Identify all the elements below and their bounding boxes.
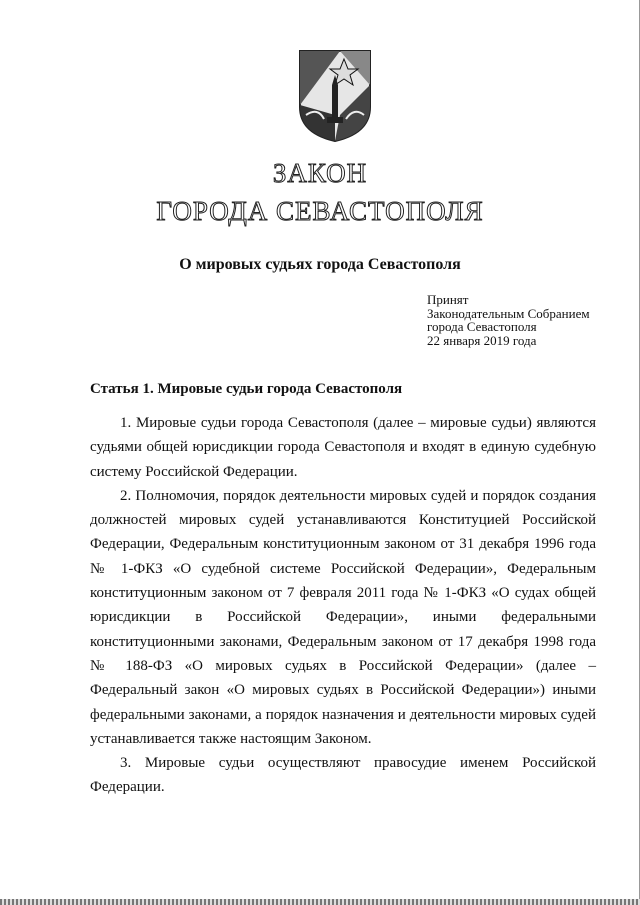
- adoption-line: города Севастополя: [427, 319, 537, 334]
- article-title: Статья 1. Мировые судьи города Севастополя: [90, 381, 403, 397]
- scan-bottom-edge: [0, 899, 640, 905]
- paragraph-3: 3. Мировые судьи осуществляют правосудие именем Российской Федерации.: [90, 755, 596, 796]
- adoption-line: Принят: [427, 292, 469, 307]
- city-title: ГОРОДА СЕВАСТОПОЛЯ: [156, 196, 484, 226]
- paragraph-1: 1. Мировые судьи города Севастополя (далее – мировые судьи) являются судьями общей юрисдикции города Севастополя и входят в единую судебную систему Российской Федерации.: [90, 415, 596, 480]
- law-subtitle: О мировых судьях города Севастополя: [179, 256, 461, 273]
- law-title: ЗАКОН: [272, 158, 368, 188]
- sevastopol-coat-of-arms-icon: [296, 45, 374, 143]
- article-body: [90, 411, 596, 800]
- adoption-note: [427, 293, 627, 347]
- paragraph-2: 2. Полномочия, порядок деятельности мировых судей и порядок создания должностей мировых судей устанавливаются Конституцией Российской Федерации, Федеральным конституционным законом от 31 декабря 1996 года № 1-ФКЗ «О судебной системе Российской Федерации», Федеральным конституционным законом от 7 февраля 2011 года № 1-ФКЗ «О судах общей юрисдикции в Российской Федерации», иными федеральными конституционными законами, Федеральным законом от 17 декабря 1998 года № 188-ФЗ «О мировых судьях в Российской Федерации» (далее – Федеральный закон «О мировых судьях в Российской Федерации») иными федеральными законами, а порядок назначения и деятельности мировых судей устанавливается также настоящим Законом.: [90, 487, 596, 747]
- adoption-line: Законодательным Собранием: [427, 305, 590, 321]
- adoption-date: 22 января 2019 года: [427, 332, 537, 348]
